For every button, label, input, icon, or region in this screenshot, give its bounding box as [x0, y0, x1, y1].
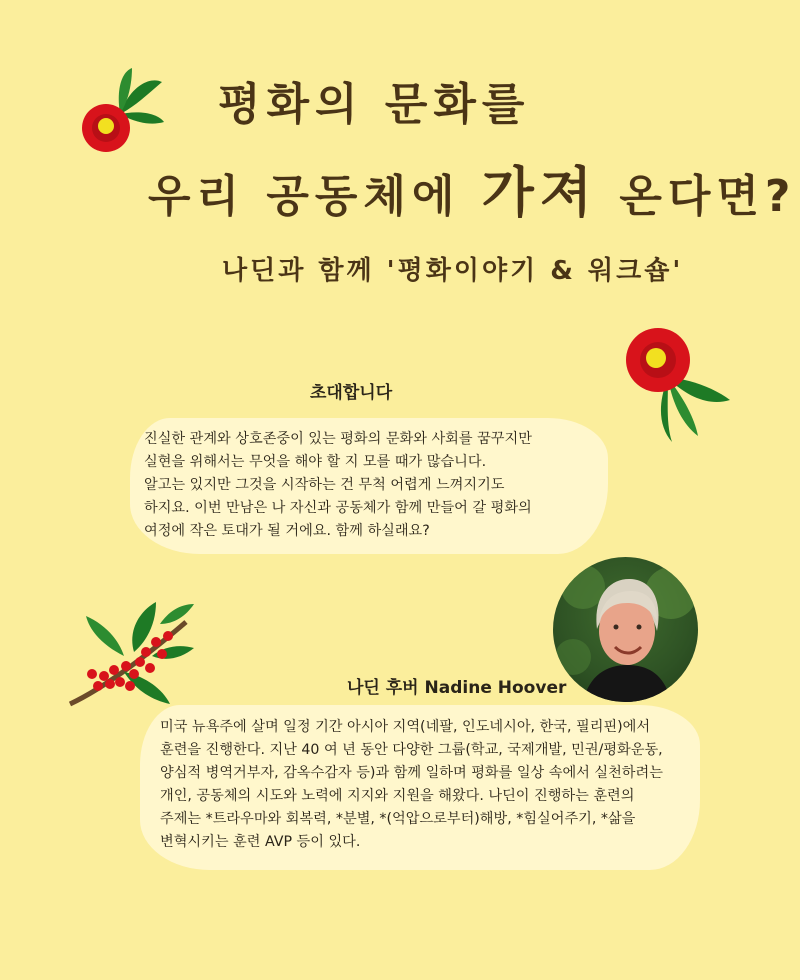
speaker-bio-line: 개인, 공동체의 시도와 노력에 지지와 지원을 해왔다. 나딘이 진행하는 훈련의 [160, 788, 635, 804]
page-title-line1: 평화의 문화를 [218, 79, 531, 130]
page-title-line2 [148, 150, 796, 227]
speaker-bio-line: 미국 뉴욕주에 살며 일정 기간 아시아 지역(네팔, 인도네시아, 한국, 필리핀)에서 [160, 719, 651, 735]
invitation-line: 알고는 있지만 그것을 시작하는 건 무척 어렵게 느껴지기도 [144, 477, 505, 493]
title-line2-emphasis: 가져 [481, 161, 598, 224]
speaker-bio-line: 양심적 병역거부자, 감옥수감자 등)과 함께 일하며 평화를 일상 속에서 실천하려는 [160, 765, 663, 781]
speaker-bio-line: 변혁시키는 훈련 AVP 등이 있다. [160, 834, 361, 850]
camellia-flower-icon [618, 318, 736, 448]
speaker-bio-line: 주제는 *트라우마와 회복력, *분별, *(억압으로부터)해방, *힘실어주기, *삶을 [160, 811, 636, 827]
title-line2-post: 온다면? [598, 171, 797, 222]
speaker-photo [553, 557, 698, 702]
invitation-line: 여정에 작은 토대가 될 거에요. 함께 하실래요? [144, 523, 430, 539]
invitation-heading: 초대합니다 [310, 383, 393, 403]
invitation-line: 실현을 위해서는 무엇을 해야 할 지 모를 때가 많습니다. [144, 454, 487, 470]
speaker-heading: 나딘 후버 Nadine Hoover [347, 678, 567, 698]
page-subtitle: 나딘과 함께 '평화이야기 & 워크숍' [222, 256, 684, 286]
speaker-bio [160, 716, 663, 854]
invitation-line: 하지요. 이번 만남은 나 자신과 공동체가 함께 만들어 갈 평화의 [144, 500, 532, 516]
title-line2-pre: 우리 공동체에 [148, 171, 482, 222]
speaker-bio-line: 훈련을 진행한다. 지난 40 여 년 동안 다양한 그룹(학교, 국제개발, 민권/평화운동, [160, 742, 663, 758]
invitation-line: 진실한 관계와 상호존중이 있는 평화의 문화와 사회를 꿈꾸지만 [144, 431, 532, 447]
berry-branch-icon [64, 592, 204, 714]
invitation-text [144, 428, 532, 543]
